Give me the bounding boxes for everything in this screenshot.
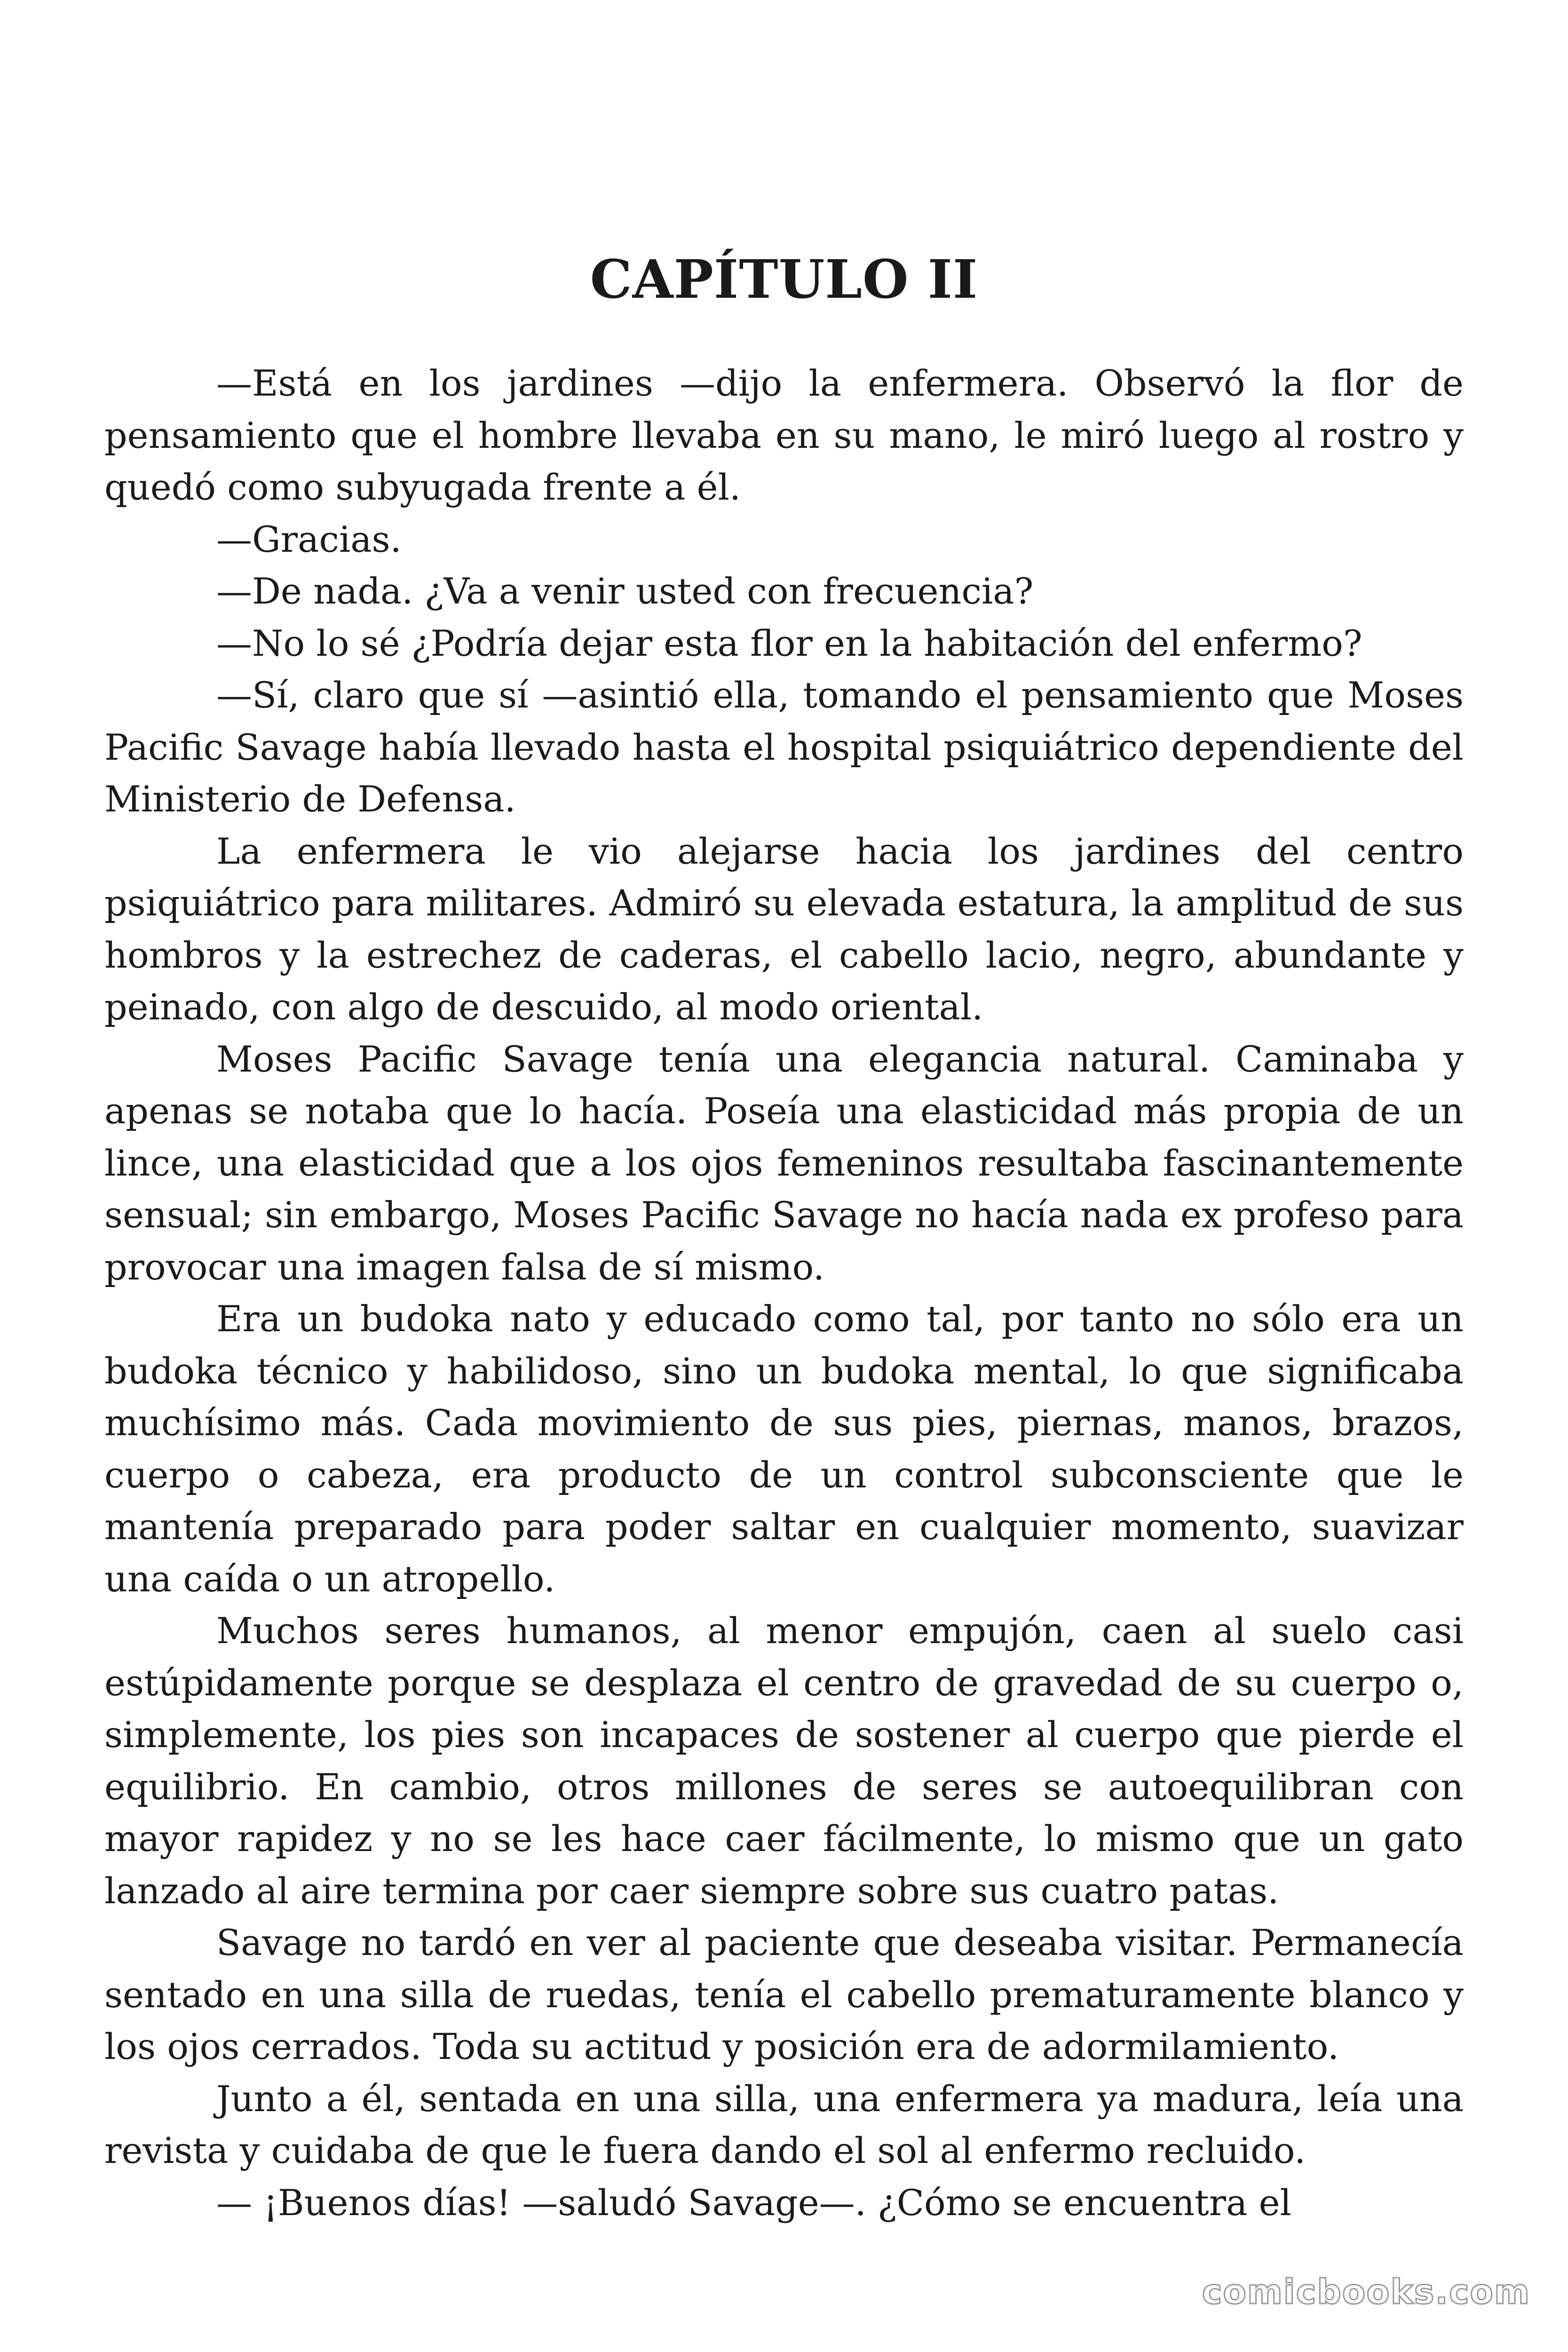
paragraph: Moses Pacific Savage tenía una elegancia natural. Caminaba y apenas se notaba que lo hacía. Poseía una elasticidad más propia de un lince, una elasticidad que a los ojos femeninos resultaba fascinantemente sensual; sin embargo, Moses Pacific Savage no hacía nada ex profeso para provocar una imagen falsa de sí mismo. xyxy=(104,1038,1464,1288)
paragraph: —No lo sé ¿Podría dejar esta flor en la habitación del enfermo? xyxy=(216,622,1362,664)
paragraph: Era un budoka nato y educado como tal, por tanto no sólo era un budoka técnico y habilidoso, sino un budoka mental, lo que significaba muchísimo más. Cada movimiento de sus pies, piernas, manos, brazos, cuerpo o cabeza, era producto de un control subconsciente que le mantenía preparado para poder saltar en cualquier momento, suavizar una caída o un atropello. xyxy=(104,1298,1464,1600)
watermark: comicbooks.com xyxy=(1202,2272,1530,2312)
paragraph: Savage no tardó en ver al paciente que deseaba visitar. Permanecía sentado en una silla de ruedas, tenía el cabello prematuramente blanco y los ojos cerrados. Toda su actitud y posición era de adormilamiento. xyxy=(104,1922,1464,2067)
paragraph: La enfermera le vio alejarse hacia los jardines del centro psiquiátrico para militares. Admiró su elevada estatura, la amplitud de sus hombros y la estrechez de caderas, el cabello lacio, negro, abundante y peinado, con algo de descuido, al modo oriental. xyxy=(104,830,1464,1028)
paragraph: —De nada. ¿Va a venir usted con frecuencia? xyxy=(216,570,1034,612)
paragraph-last: — ¡Buenos días! —saludó Savage—. ¿Cómo se encuentra el xyxy=(216,2181,1291,2224)
paragraph: Junto a él, sentada en una silla, una enfermera ya madura, leía una revista y cuidaba de que le fuera dando el sol al enfermo recluido. xyxy=(104,2077,1464,2171)
paragraph: —Sí, claro que sí —asintió ella, tomando el pensamiento que Moses Pacific Savage había llevado hasta el hospital psiquiátrico dependiente del Ministerio de Defensa. xyxy=(104,674,1464,820)
paragraph: —Está en los jardines —dijo la enfermera. Observó la flor de pensamiento que el hombre llevaba en su mano, le miró luego al rostro y quedó como subyugada frente a él. xyxy=(104,362,1464,508)
paragraph: Muchos seres humanos, al menor empujón, caen al suelo casi estúpidamente porque se desplaza el centro de gravedad de su cuerpo o, simplemente, los pies son incapaces de sostener al cuerpo que pierde el equilibrio. En cambio, otros millones de seres se autoequilibran con mayor rapidez y no se les hace caer fácilmente, lo mismo que un gato lanzado al aire termina por caer siempre sobre sus cuatro patas. xyxy=(104,1610,1464,1912)
chapter-title: CAPÍTULO II xyxy=(590,249,978,310)
paragraph: —Gracias. xyxy=(216,518,402,560)
chapter-body xyxy=(104,358,1464,2229)
